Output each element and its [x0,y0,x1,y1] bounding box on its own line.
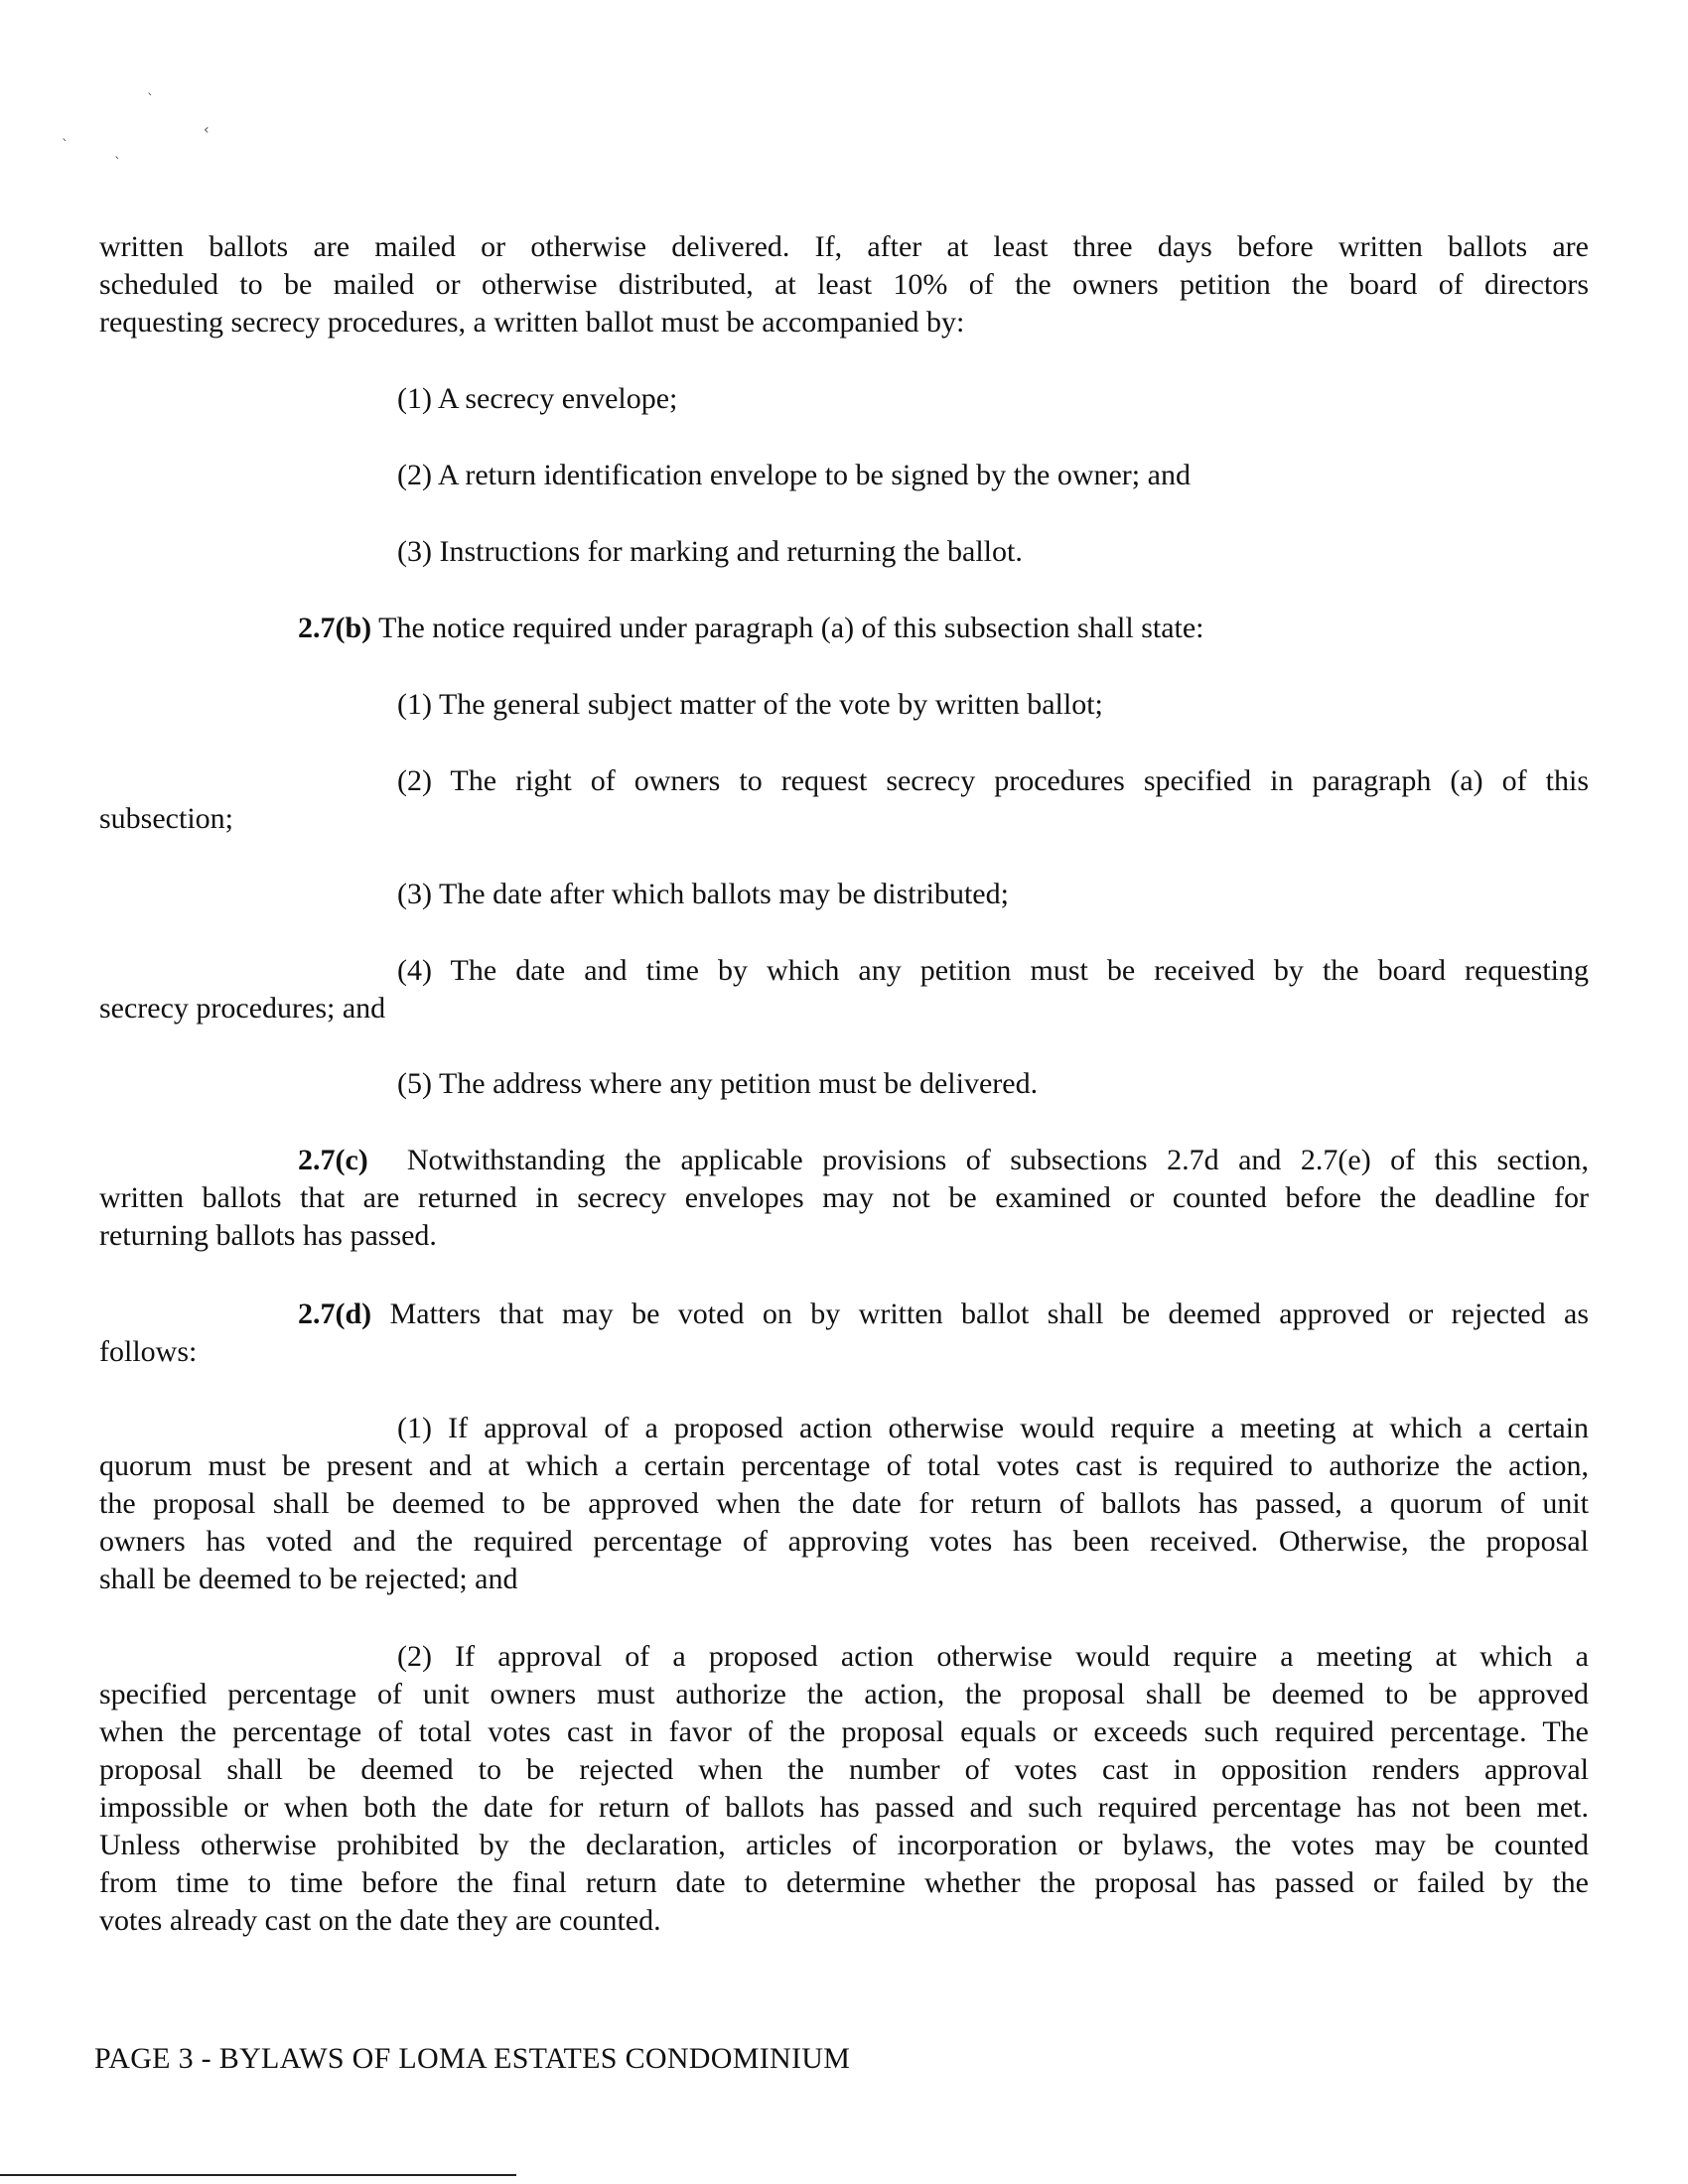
list-item-line: the proposal shall be deemed to be approved when the date for return of ballots has passed, a quorum of unit [99,1487,1589,1520]
list-item-line: (1) If approval of a proposed action otherwise would require a meeting at which a certain [397,1412,1589,1444]
list-item-line: (2) If approval of a proposed action otherwise would require a meeting at which a [397,1640,1589,1673]
list-item-line: (2) The right of owners to request secrecy procedures specified in paragraph (a) of this [397,764,1589,797]
section-line: written ballots that are returned in secrecy envelopes may not be examined or counted before the deadline for [99,1181,1589,1214]
list-item: (3) Instructions for marking and returning the ballot. [397,535,1023,568]
list-item-line: owners has voted and the required percentage of approving votes has been received. Otherwise, the proposal [99,1525,1589,1558]
scan-speck: ` [114,156,121,172]
list-item-line: votes already cast on the date they are counted. [99,1904,661,1937]
list-item [99,762,1589,838]
list-item: (5) The address where any petition must be delivered. [397,1067,1039,1100]
list-item [99,1410,1589,1598]
section-2-7c [99,1142,1589,1255]
list-item [99,1638,1589,1940]
section-text: The notice required under paragraph (a) of this subsection shall state: [378,612,1204,644]
list-item-line: impossible or when both the date for return of ballots has passed and such required percentage has not been met. [99,1791,1589,1824]
page-footer: PAGE 3 - BYLAWS OF LOMA ESTATES CONDOMINIUM [94,2042,851,2075]
list-item-line: when the percentage of total votes cast in favor of the proposal equals or exceeds such required percentage. The [99,1715,1589,1748]
scan-speck: ` [62,138,69,154]
list-item-line: shall be deemed to be rejected; and [99,1563,518,1595]
section-label: 2.7(b) [298,612,372,644]
scan-speck: ‹ [204,122,210,138]
list-item-line: proposal shall be deemed to be rejected when the number of votes cast in opposition renders approval [99,1753,1589,1786]
list-item-line: secrecy procedures; and [99,992,386,1024]
scan-speck: ` [147,92,154,108]
list-item-line: specified percentage of unit owners must authorize the action, the proposal shall be deemed to be approved [99,1678,1589,1710]
intro-line: written ballots are mailed or otherwise delivered. If, after at least three days before written ballots are [99,230,1589,263]
section-label: 2.7(d) [298,1297,372,1330]
section-line: follows: [99,1335,198,1368]
section-2-7d [99,1296,1589,1371]
intro-line: requesting secrecy procedures, a written ballot must be accompanied by: [99,306,965,339]
section-2-7b [99,610,1589,647]
list-item-line: (4) The date and time by which any petition must be received by the board requesting [397,954,1589,987]
list-item: (1) The general subject matter of the vote by written ballot; [397,688,1103,721]
bottom-rule [0,2174,516,2176]
section-text: Notwithstanding the applicable provisions of subsections 2.7d and 2.7(e) of this section, [406,1144,1589,1176]
section-label: 2.7(c) [298,1144,368,1176]
section-line: returning ballots has passed. [99,1219,437,1252]
list-item: (2) A return identification envelope to be signed by the owner; and [397,459,1191,491]
intro-line: scheduled to be mailed or otherwise distributed, at least 10% of the owners petition the board of directors [99,268,1589,301]
section-line [99,1296,1589,1333]
list-item-line: from time to time before the final return date to determine whether the proposal has passed or failed by the [99,1866,1589,1899]
list-item: (1) A secrecy envelope; [397,382,678,415]
section-line [99,1142,1589,1179]
intro-paragraph [99,228,1589,341]
list-item-line: subsection; [99,802,233,835]
list-item: (3) The date after which ballots may be distributed; [397,878,1009,910]
list-item-line: Unless otherwise prohibited by the declaration, articles of incorporation or bylaws, the votes may be counted [99,1829,1589,1861]
list-item [99,952,1589,1027]
section-text: Matters that may be voted on by written ballot shall be deemed approved or rejected as [389,1297,1589,1330]
list-item-line: quorum must be present and at which a certain percentage of total votes cast is required to authorize the action, [99,1449,1589,1482]
